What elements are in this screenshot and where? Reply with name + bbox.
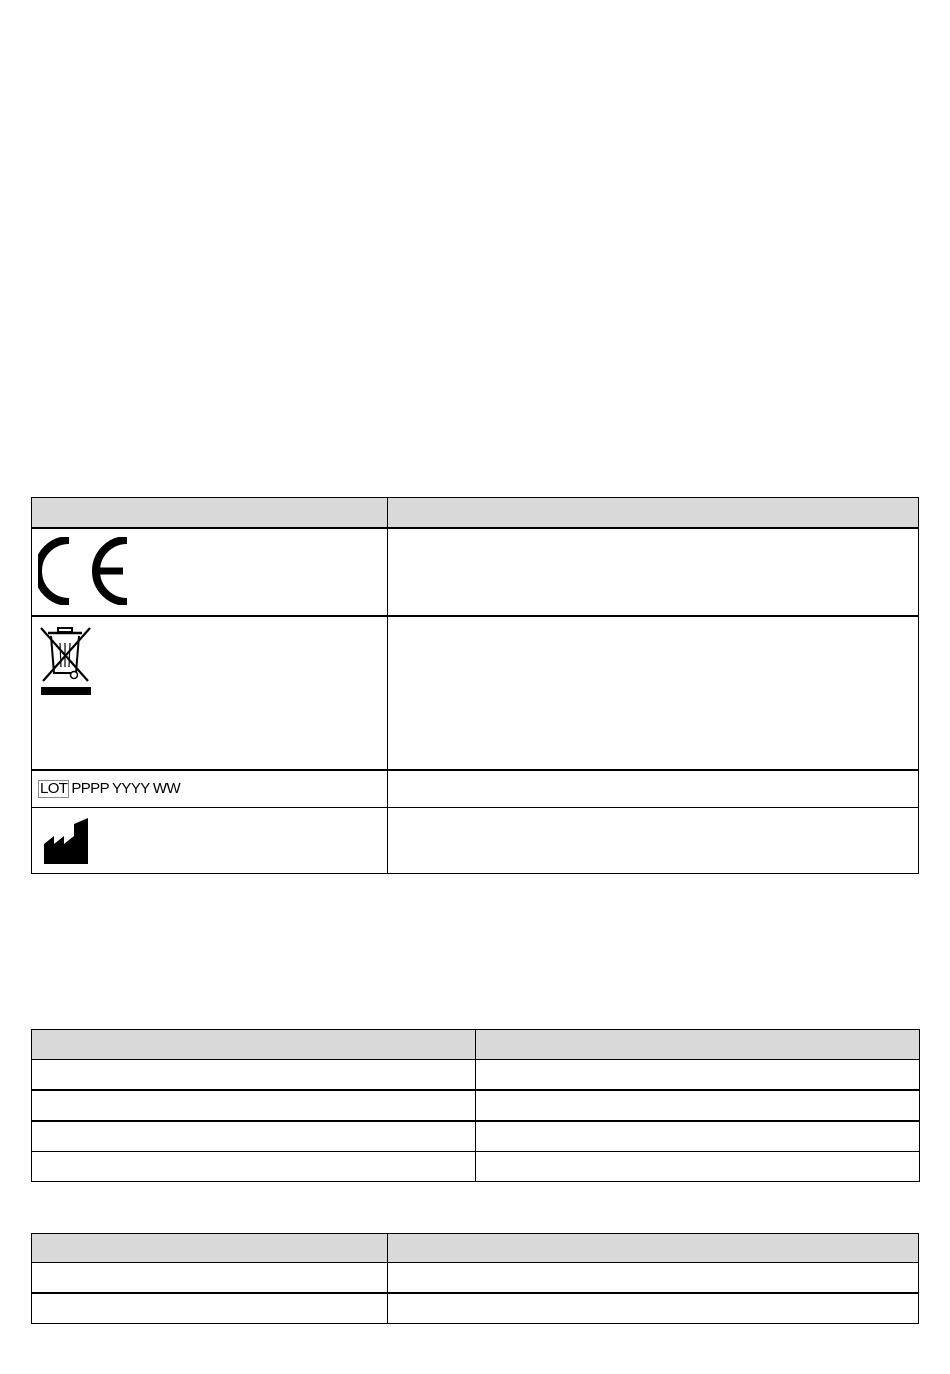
table-cell: [388, 1293, 919, 1324]
table-cell: [476, 1060, 920, 1091]
lot-code-symbol: [38, 780, 387, 798]
symbol-cell: [32, 528, 388, 616]
symbols-table-header-symbol: [32, 498, 388, 529]
symbols-table: [31, 497, 919, 874]
description-cell: [388, 770, 919, 808]
table-cell: [32, 1152, 476, 1182]
table-row: [32, 770, 919, 808]
table-cell: [476, 1090, 920, 1121]
description-cell: [388, 616, 919, 770]
info-table-header-cell: [388, 1234, 919, 1263]
info-table-header-row: [32, 1234, 919, 1263]
table-cell: [32, 1090, 476, 1121]
table-row: [32, 1152, 920, 1182]
table-row: [32, 1121, 920, 1152]
weee-crossed-bin-icon: [38, 625, 94, 697]
info-table: [31, 1233, 919, 1324]
ce-mark-icon: [38, 537, 130, 605]
lot-label: LOT: [40, 780, 68, 797]
table-row: [32, 1090, 920, 1121]
symbols-table-header-description: [388, 498, 919, 529]
table-cell: [388, 1263, 919, 1294]
symbol-cell: [32, 616, 388, 770]
specs-table: [31, 1029, 920, 1182]
specs-table-header-cell: [476, 1030, 920, 1060]
table-row: [32, 808, 919, 874]
table-row: [32, 528, 919, 616]
symbol-cell: [32, 770, 388, 808]
table-cell: [32, 1293, 388, 1324]
table-cell: [476, 1121, 920, 1152]
table-row: [32, 1293, 919, 1324]
description-cell: [388, 808, 919, 874]
info-table-header-cell: [32, 1234, 388, 1263]
manufacturer-factory-icon: [42, 816, 90, 866]
table-row: [32, 616, 919, 770]
specs-table-header-cell: [32, 1030, 476, 1060]
specs-table-header-row: [32, 1030, 920, 1060]
table-row: [32, 1263, 919, 1294]
table-row: [32, 1060, 920, 1091]
symbols-table-header-row: [32, 498, 919, 529]
table-cell: [476, 1152, 920, 1182]
lot-code-format: PPPP YYYY WW: [71, 780, 181, 797]
table-cell: [32, 1060, 476, 1091]
description-cell: [388, 528, 919, 616]
symbol-cell: [32, 808, 388, 874]
table-cell: [32, 1263, 388, 1294]
table-cell: [32, 1121, 476, 1152]
